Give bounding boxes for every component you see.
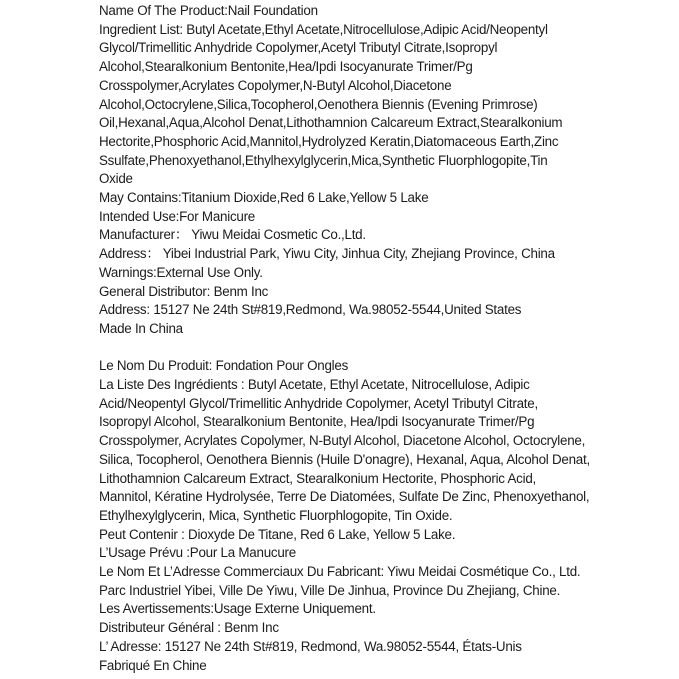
text-line: Le Nom Et L’Adresse Commerciaux Du Fabricant: Yiwu Meidai Cosmétique Co., Ltd. [99, 564, 581, 580]
text-line: Oxide [99, 171, 133, 187]
text-line: Mannitol, Kératine Hydrolysée, Terre De Diatomées, Sulfate De Zinc, Phenoxyethanol, [99, 489, 590, 505]
text-line: Isopropyl Alcohol, Stearalkonium Bentonite, Hea/Ipdi Isocyanurate Trimer/Pg [99, 414, 535, 430]
text-line: Made In China [99, 320, 183, 336]
text-line: Crosspolymer, Acrylates Copolymer, N-Butyl Alcohol, Diacetone Alcohol, Octocrylene, [99, 433, 586, 449]
text-line: Name Of The Product:Nail Foundation [99, 3, 318, 18]
text-line: Hectorite,Phosphoric Acid,Mannitol,Hydrolyzed Keratin,Diatomaceous Earth,Zinc [99, 133, 559, 149]
text-line: Alcohol,Octocrylene,Silica,Tocopherol,Oenothera Biennis (Evening Primrose) [99, 96, 538, 112]
text-line: Acid/Neopentyl Glycol/Trimellitic Anhydride Copolymer, Acetyl Tributyl Citrate, [99, 395, 538, 411]
text-line: Ethylhexylglycerin, Mica, Synthetic Fluorphlogopite, Tin Oxide. [99, 507, 453, 523]
text-line: Address: 15127 Ne 24th St#819,Redmond, Wa.98052-5544,United States [99, 302, 522, 318]
text-line: Intended Use:For Manicure [99, 208, 256, 224]
text-line: Le Nom Du Produit: Fondation Pour Ongles [99, 358, 349, 374]
text-line: Alcohol,Stearalkonium Bentonite,Hea/Ipdi Isocyanurate Trimer/Pg [99, 59, 473, 75]
text-line: Address： Yibei Industrial Park, Yiwu City, Jinhua City, Zhejiang Province, China [99, 246, 555, 262]
text-line: Glycol/Trimellitic Anhydride Copolymer,Acetyl Tributyl Citrate,Isopropyl [99, 40, 498, 56]
text-line: May Contains:Titanium Dioxide,Red 6 Lake,Yellow 5 Lake [99, 190, 429, 206]
text-line: Fabriqué En Chine [99, 657, 207, 673]
text-line: L’ Adresse: 15127 Ne 24th St#819, Redmond, Wa.98052-5544, États-Unis [99, 638, 522, 654]
english-label-section [99, 2, 679, 339]
text-line: Oil,Hexanal,Aqua,Alcohol Denat,Lithothamnion Calcareum Extract,Stearalkonium [99, 115, 563, 131]
text-line: Warnings:External Use Only. [99, 264, 263, 280]
text-line: Manufacturer： Yiwu Meidai Cosmetic Co.,Ltd. [99, 227, 366, 243]
text-line: Les Avertissements:Usage Externe Uniquement. [99, 601, 376, 617]
text-line: Distributeur Général : Benm Inc [99, 620, 279, 636]
text-line: Ssulfate,Phenoxyethanol,Ethylhexylglycerin,Mica,Synthetic Fluorphlogopite,Tin [99, 152, 548, 168]
text-line: Ingredient List: Butyl Acetate,Ethyl Acetate,Nitrocellulose,Adipic Acid/Neopentyl [99, 21, 548, 37]
label-text-body [99, 2, 679, 675]
french-label-section [99, 357, 679, 675]
text-line: General Distributor: Benm Inc [99, 283, 269, 299]
text-line: L’Usage Prévu :Pour La Manucure [99, 545, 296, 561]
text-line: Crosspolymer,Acrylates Copolymer,N-Butyl Alcohol,Diacetone [99, 77, 452, 93]
text-line: La Liste Des Ingrédients : Butyl Acetate, Ethyl Acetate, Nitrocellulose, Adipic [99, 377, 530, 393]
text-line: Parc Industriel Yibei, Ville De Yiwu, Ville De Jinhua, Province Du Zhejiang, Chine. [99, 582, 561, 598]
text-line: Silica, Tocopherol, Oenothera Biennis (Huile D'onagre), Hexanal, Aqua, Alcohol Denat, [99, 451, 590, 467]
text-line: Lithothamnion Calcareum Extract, Stearalkonium Hectorite, Phosphoric Acid, [99, 470, 536, 486]
text-line: Peut Contenir : Dioxyde De Titane, Red 6 Lake, Yellow 5 Lake. [99, 526, 456, 542]
